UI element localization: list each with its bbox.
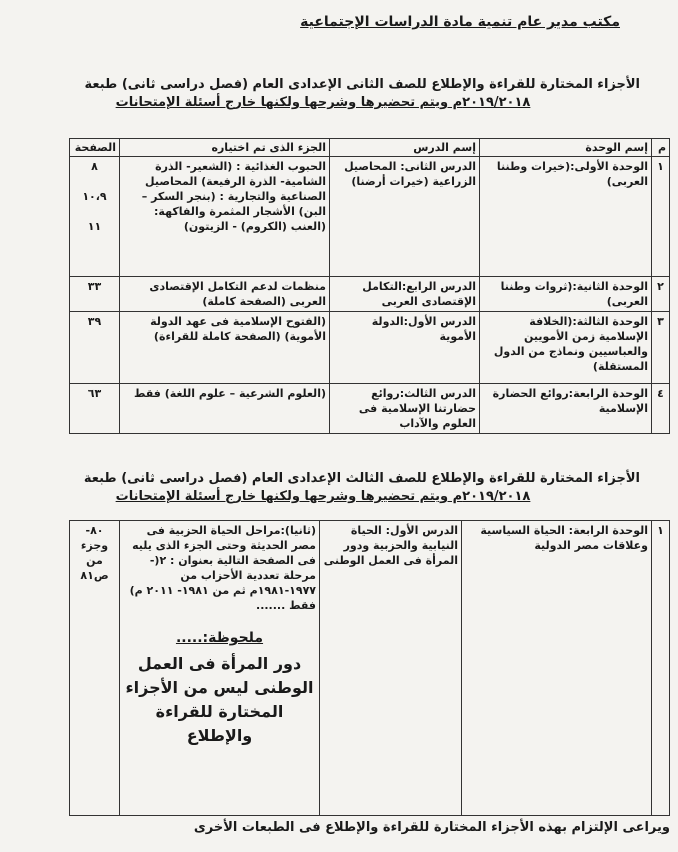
section2-heading-line2: ٢٠١٩/٢٠١٨م ويتم تحضيرها وشرحها ولكنها خارج أسئلة الإمتحانات xyxy=(115,489,531,504)
row-lesson: الدرس الثالث:روائع حضارتنا الإسلامية فى العلوم والآداب xyxy=(330,384,480,434)
header-page: الصفحة xyxy=(70,139,120,157)
section2-heading-line1: الأجزاء المختارة للقراءة والإطلاع للصف الثالث الإعدادى العام (فصل دراسى ثانى) طبعة xyxy=(83,471,640,486)
section1-heading-line1: الأجزاء المختارة للقراءة والإطلاع للصف الثانى الإعدادى العام (فصل دراسى ثانى) طبعة xyxy=(84,77,640,92)
table-row xyxy=(70,277,670,312)
table-row xyxy=(70,312,670,384)
table-row xyxy=(70,384,670,434)
section2-heading xyxy=(6,470,640,506)
header-unit: إسم الوحدة xyxy=(480,139,652,157)
office-title: مكتب مدير عام تنمية مادة الدراسات الإجتماعية xyxy=(300,14,620,30)
header-lesson: إسم الدرس xyxy=(330,139,480,157)
row-num: ٤ xyxy=(652,384,670,434)
row-num: ٢ xyxy=(652,277,670,312)
row-part: الحبوب الغذائية : (الشعير- الذرة الشامية- الذرة الرفيعة) المحاصيل الصناعية والتجارية : (بنجر السكر – البن) الأشجار المثمرة والفاكهة: (العنب (الكروم) - الزيتون) xyxy=(120,157,330,277)
row-lesson: الدرس الأول:الدولة الأموية xyxy=(330,312,480,384)
row-unit: الوحدة الأولى:(خيرات وطننا العربى) xyxy=(480,157,652,277)
row-page: ٣٣ xyxy=(70,277,120,312)
footer-note: ويراعى الإلتزام بهذه الأجزاء المختارة للقراءة والإطلاع فى الطبعات الأخرى xyxy=(193,820,670,835)
table-row xyxy=(70,521,670,816)
row-page: ٨ ١٠،٩ ١١ xyxy=(70,157,120,277)
row-page: ٣٩ xyxy=(70,312,120,384)
row-num: ٣ xyxy=(652,312,670,384)
row-unit: الوحدة الرابعة:روائع الحضارة الإسلامية xyxy=(480,384,652,434)
row-num: ١ xyxy=(652,157,670,277)
note-body: دور المرأة فى العمل الوطنى ليس من الأجزاء المختارة للقراءة والإطلاع xyxy=(125,654,314,745)
row-unit: الوحدة الرابعة: الحياة السياسية وعلاقات مصر الدولية xyxy=(462,521,652,816)
row-part: (ثانيا):مراحل الحياة الحزبية فى مصر الحديثة وحتى الجزء الذى يليه فى الصفحة التالية بعنوان : ٢(- مرحلة تعددية الأحزاب من ١٩٧٧-١٩٨١م ثم من ١٩٨١- ٢٠١١ م) فقط ....... xyxy=(129,524,316,612)
section2-table xyxy=(69,520,670,816)
row-part: (الفتوح الإسلامية فى عهد الدولة الأموية) (الصفحة كاملة للقراءة) xyxy=(120,312,330,384)
row-part: منظمات لدعم التكامل الإقتصادى العربى (الصفحة كاملة) xyxy=(120,277,330,312)
row-unit: الوحدة الثانية:(ثروات وطننا العربى) xyxy=(480,277,652,312)
section1-table xyxy=(69,138,670,434)
header-part: الجزء الذى تم اختياره xyxy=(120,139,330,157)
row-page: ٨٠- وجزء من ص٨١ xyxy=(70,521,120,816)
row-page: ٦٣ xyxy=(70,384,120,434)
table-header-row xyxy=(70,139,670,157)
row-lesson: الدرس الرابع:التكامل الإقتصادى العربى xyxy=(330,277,480,312)
note-title: ملحوظة:..... xyxy=(175,630,264,646)
row-part-cell xyxy=(120,521,320,816)
row-part: (العلوم الشرعية – علوم اللغة) فقط xyxy=(120,384,330,434)
row-lesson: الدرس الأول: الحياة النيابية والحزبية ودور المرأة فى العمل الوطنى xyxy=(320,521,462,816)
header-num: م xyxy=(652,139,670,157)
row-unit: الوحدة الثالثة:(الخلافة الإسلامية زمن الأمويين والعباسيين ونماذج من الدول المستقلة) xyxy=(480,312,652,384)
section1-heading-line2: ٢٠١٩/٢٠١٨م ويتم تحضيرها وشرحها ولكنها خارج أسئلة الإمتحانات xyxy=(115,95,531,110)
row-num: ١ xyxy=(652,521,670,816)
table-row xyxy=(70,157,670,277)
row-lesson: الدرس الثانى: المحاصيل الزراعية (خيرات أرضنا) xyxy=(330,157,480,277)
section1-heading xyxy=(6,76,640,112)
